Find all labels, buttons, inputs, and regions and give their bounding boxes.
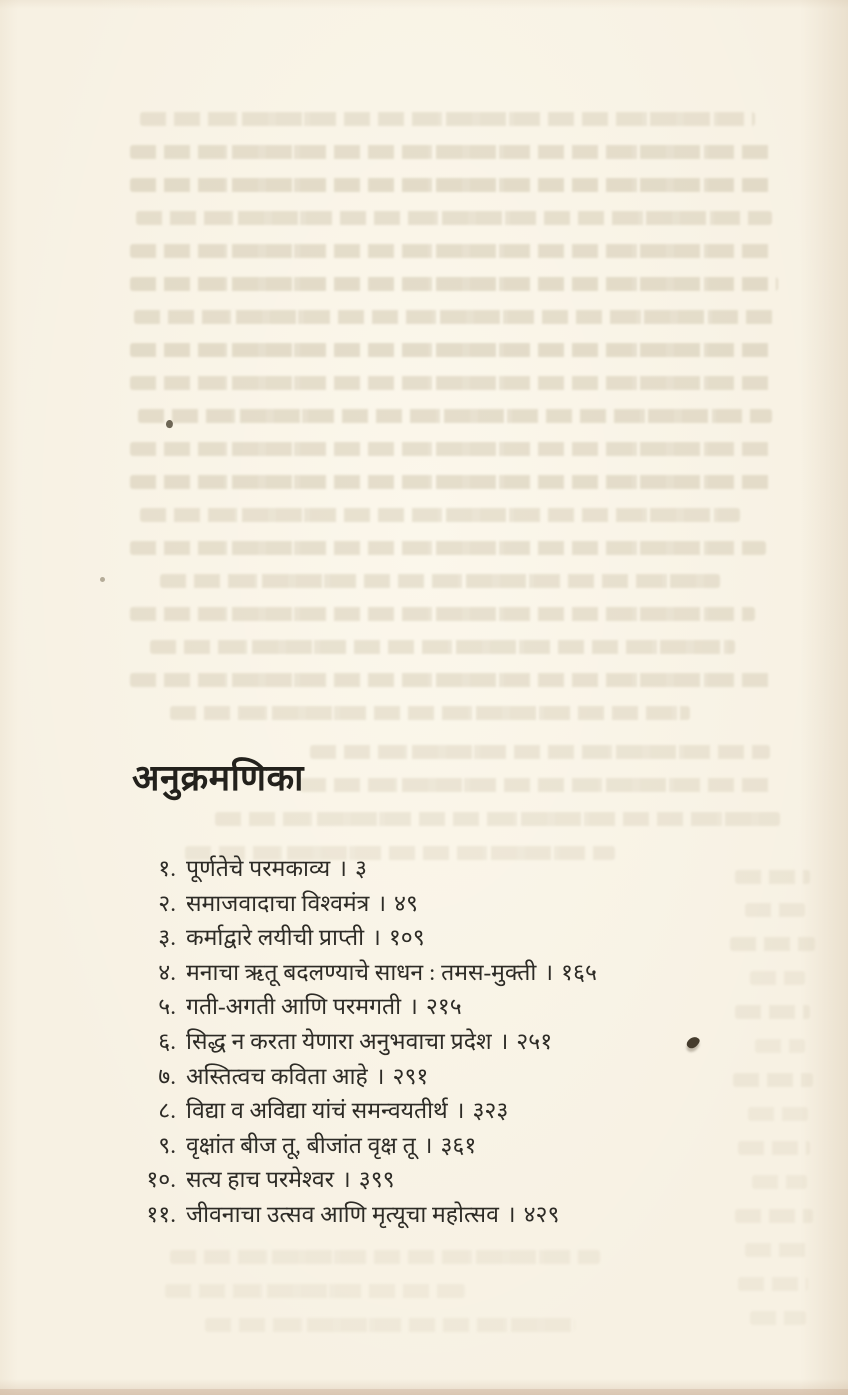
toc-item-separator: । (372, 925, 381, 951)
toc-item-number: ७. (158, 1063, 176, 1089)
bleedthrough-line (748, 1107, 808, 1121)
toc-item-number: ९. (158, 1132, 176, 1158)
toc-item-page: ३९९ (358, 1167, 395, 1193)
toc-item-number: ६. (158, 1028, 176, 1054)
bleedthrough-line (130, 475, 770, 489)
bleedthrough-line (136, 211, 772, 225)
toc-item-title: समाजवादाचा विश्वमंत्र (186, 890, 370, 916)
bleedthrough-line (745, 903, 805, 917)
bleedthrough-line (134, 310, 774, 324)
toc-item (128, 1162, 748, 1197)
bleedthrough-line (750, 1311, 806, 1325)
toc-item (128, 989, 748, 1024)
bleedthrough-line (130, 607, 755, 621)
toc-item-number: ३. (158, 925, 176, 951)
toc-item-separator: । (506, 1201, 516, 1227)
bleedthrough-line (130, 244, 775, 258)
toc-item-page: २१५ (425, 994, 462, 1020)
toc-item-title: गती-अगती आणि परमगती (186, 994, 402, 1020)
toc-item-number: ५. (158, 994, 176, 1020)
bleedthrough-line (140, 112, 755, 126)
bleedthrough-line (310, 745, 770, 759)
toc-item-separator: । (342, 1167, 351, 1193)
bleedthrough-line (150, 640, 735, 654)
toc-item-number: १०. (146, 1167, 176, 1193)
toc-item (128, 955, 748, 990)
toc-item-separator: । (499, 1028, 509, 1054)
toc-list (128, 851, 748, 1232)
toc-item-title: वृक्षांत बीज तू, बीजांत वृक्ष तू (186, 1132, 416, 1158)
bleedthrough-line (745, 1243, 807, 1257)
bleedthrough-line (750, 971, 805, 985)
toc-item-page: ३६१ (440, 1132, 477, 1158)
bleedthrough-line (755, 1039, 805, 1053)
bleedthrough-line (130, 178, 775, 192)
toc-item (128, 1093, 748, 1128)
toc-item-title: जीवनाचा उत्सव आणि मृत्यूचा महोत्सव (186, 1201, 499, 1227)
toc-item-title: अस्तित्वच कविता आहे (186, 1063, 368, 1089)
toc-item-separator: । (377, 890, 387, 916)
ink-speck (165, 419, 174, 429)
toc-item-title: सिद्ध न करता येणारा अनुभवाचा प्रदेश (186, 1028, 492, 1054)
bleedthrough-line (215, 812, 780, 826)
toc-item-title: सत्य हाच परमेश्वर (186, 1167, 335, 1193)
toc-item-separator: । (544, 959, 554, 985)
toc-item (128, 1024, 748, 1059)
toc-item-title: पूर्णतेचे परमकाव्य (186, 856, 331, 881)
toc-item-separator: । (338, 856, 347, 881)
toc-item-number: ११. (146, 1201, 176, 1227)
toc-item (128, 920, 748, 955)
bleedthrough-line (738, 1141, 810, 1155)
toc-item-separator: । (455, 1098, 465, 1124)
bleedthrough-line (130, 277, 778, 291)
bleedthrough-line (138, 409, 772, 423)
bleedthrough-line (140, 508, 740, 522)
toc-item-page: ३२३ (472, 1098, 509, 1124)
toc-item-title: विद्या व अविद्या यांचं समन्वयतीर्थ (186, 1098, 448, 1124)
toc-item (128, 1128, 748, 1163)
bleedthrough-line (160, 574, 720, 588)
toc-item-page: २९१ (392, 1063, 429, 1089)
bleedthrough-line (170, 1250, 600, 1264)
bleedthrough-line (165, 1284, 465, 1298)
bleedthrough-line (130, 673, 770, 687)
bleedthrough-line (130, 541, 766, 555)
toc-item-page: १६५ (561, 959, 597, 985)
toc-item (128, 886, 748, 921)
toc-item-number: ४. (158, 959, 176, 985)
bleedthrough-line (130, 442, 775, 456)
toc-item-number: १. (158, 856, 176, 881)
bleedthrough-line (130, 376, 772, 390)
toc-item-page: ३ (354, 856, 367, 881)
toc-item-separator: । (375, 1063, 385, 1089)
toc-item (128, 1059, 748, 1094)
bleedthrough-line (170, 706, 690, 720)
toc-item-title: कर्माद्वारे लयीची प्राप्ती (186, 925, 365, 951)
toc-item (128, 851, 748, 886)
toc-item-page: ४२९ (523, 1201, 560, 1227)
page-title: अनुक्रमणिका (132, 758, 304, 798)
bleedthrough-line (130, 145, 770, 159)
toc-item-number: २. (158, 890, 176, 916)
bleedthrough-line (738, 1277, 808, 1291)
bleedthrough-line (752, 1175, 807, 1189)
ink-speck (100, 577, 105, 582)
toc-item-separator: । (409, 994, 418, 1020)
toc-item (128, 1197, 748, 1232)
toc-item-page: ४९ (394, 890, 418, 916)
toc-item-number: ८. (158, 1098, 176, 1124)
toc-item-page: २५१ (516, 1028, 553, 1054)
toc-item-page: १०९ (388, 925, 425, 951)
bleedthrough-line (130, 343, 775, 357)
bleedthrough-line (205, 1318, 575, 1332)
bleedthrough-line (300, 778, 775, 792)
toc-item-separator: । (423, 1132, 433, 1158)
toc-item-title: मनाचा ऋतू बदलण्याचे साधन : तमस-मुक्ती (186, 959, 537, 985)
